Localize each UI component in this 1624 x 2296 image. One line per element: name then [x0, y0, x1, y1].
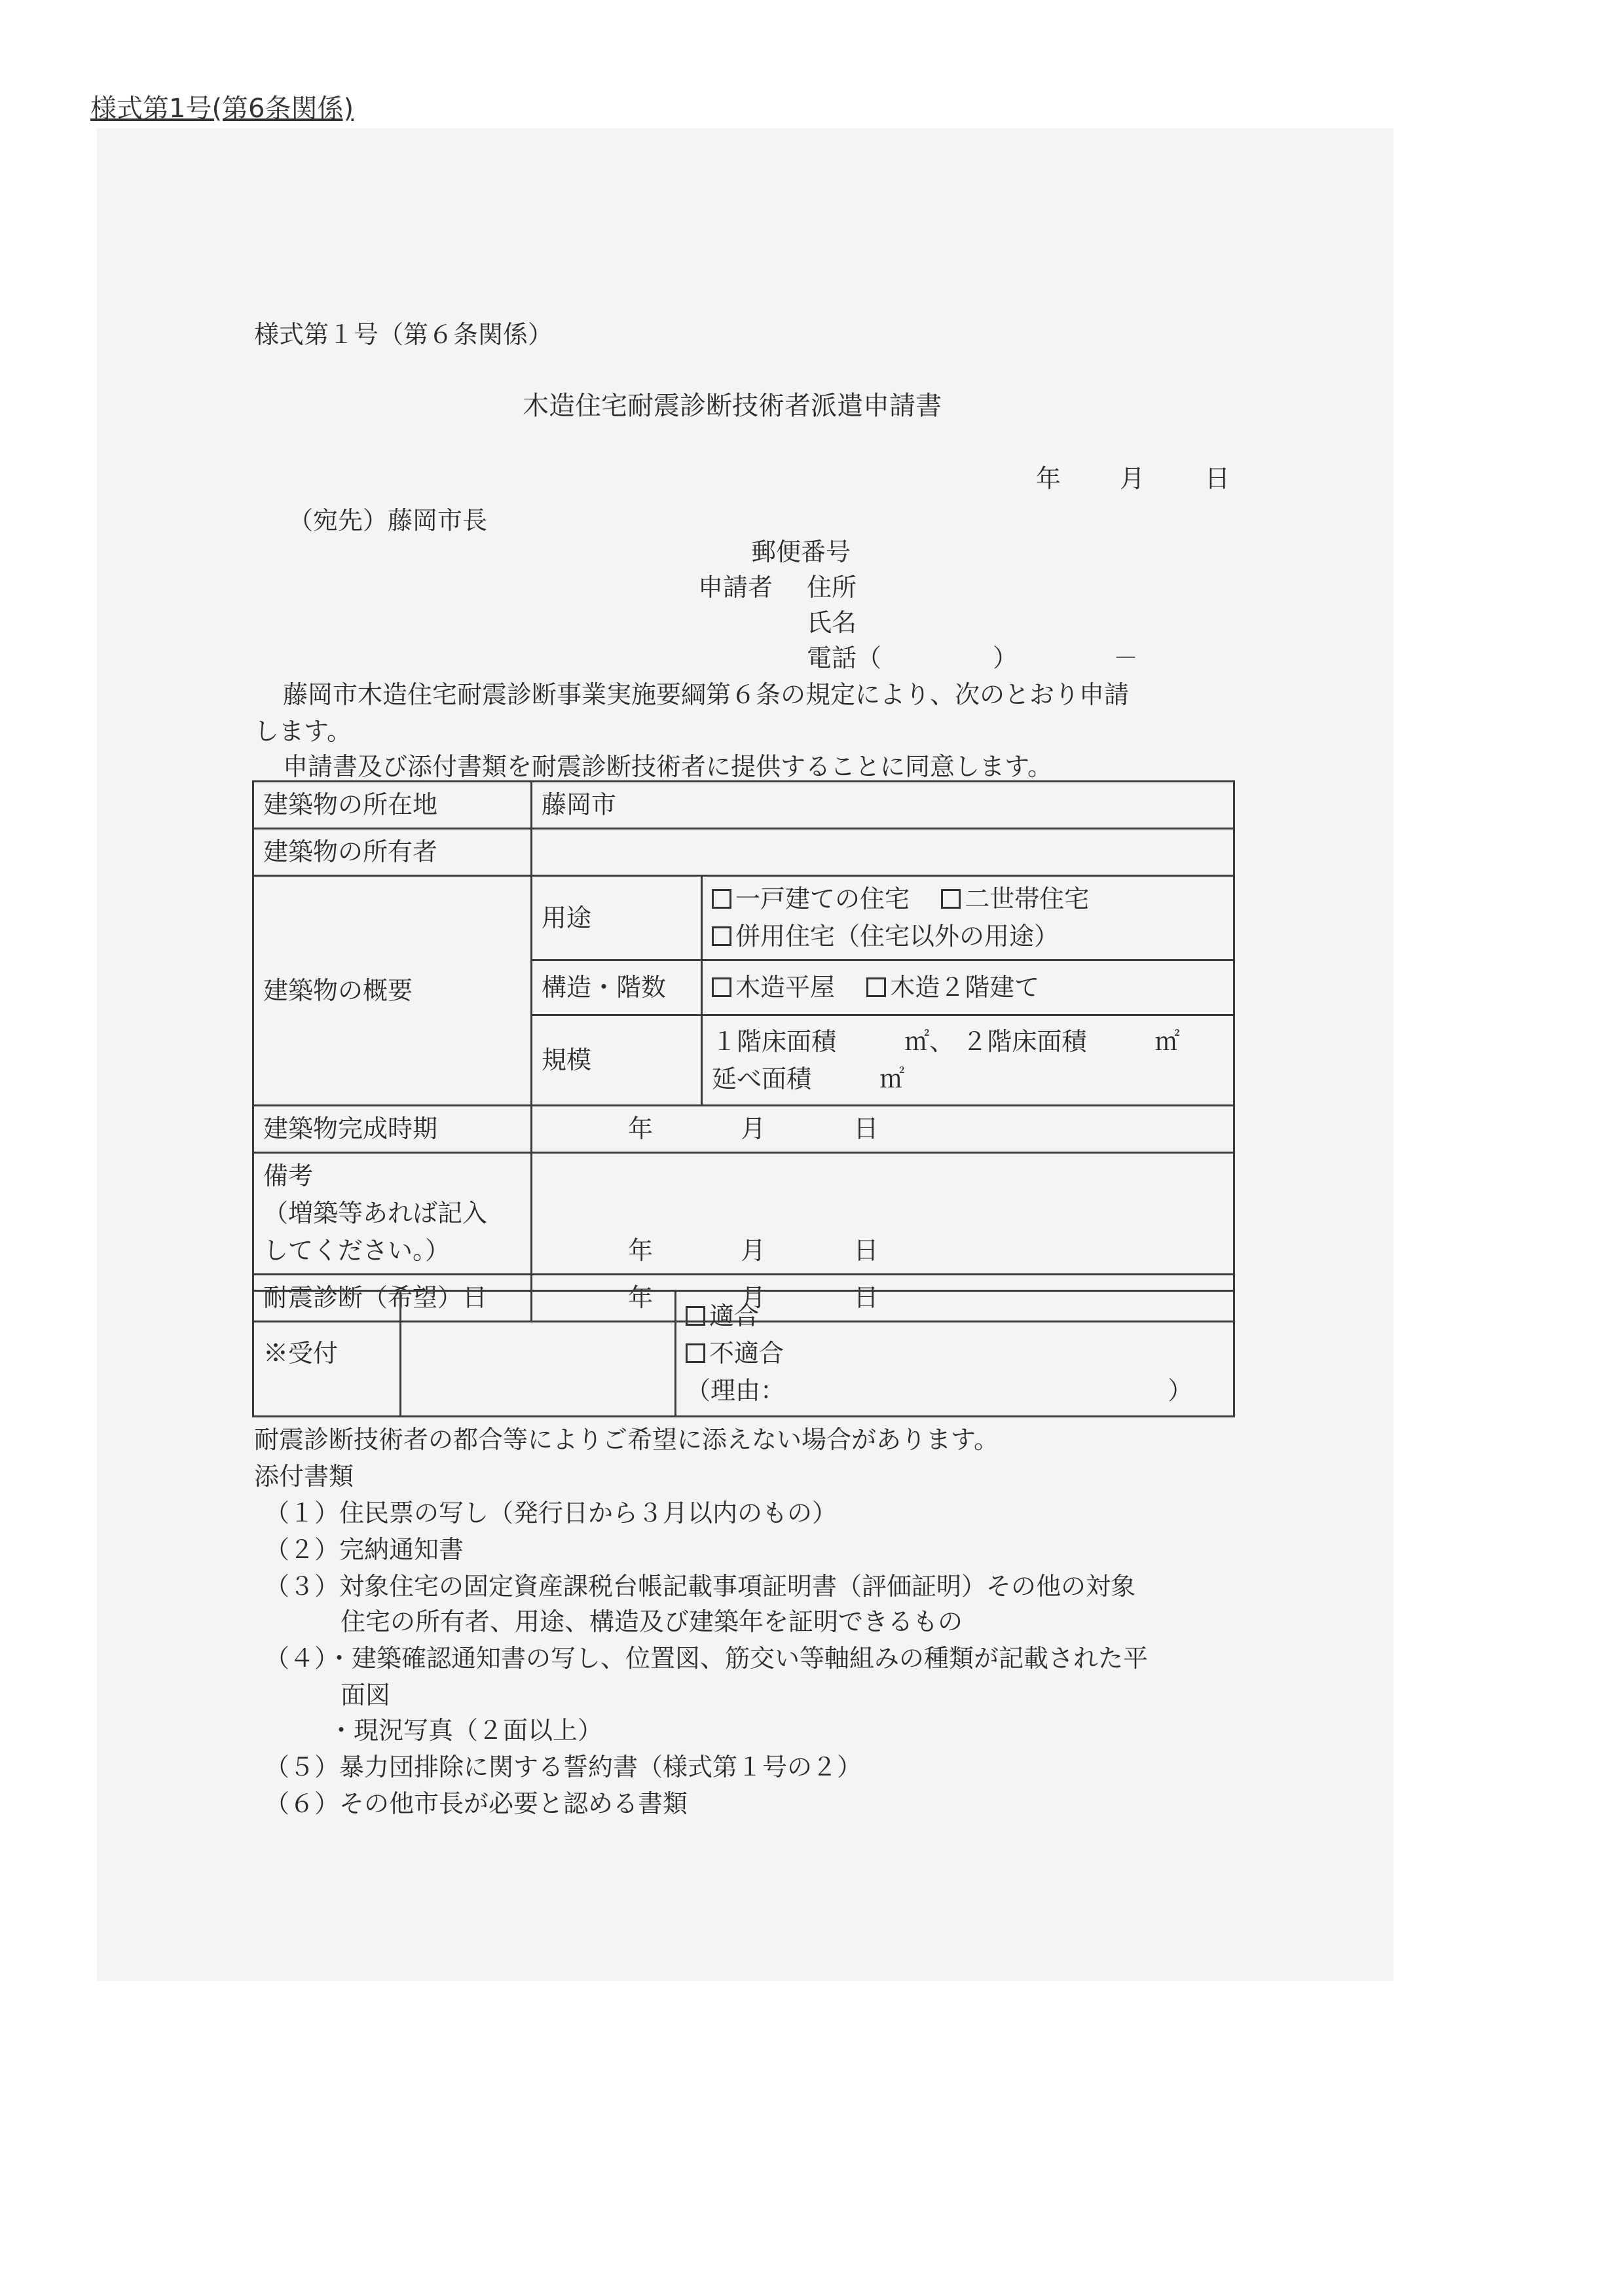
checkbox-two-story[interactable] [866, 977, 886, 997]
use-option-mixed-use: 併用住宅（住宅以外の用途） [735, 922, 1060, 951]
remarks-month: 月 [741, 1236, 766, 1265]
use-options [702, 876, 1234, 960]
intro-line-2: します。 [254, 717, 352, 746]
overview-label: 建築物の概要 [253, 876, 532, 1106]
attachment-item-6: （６）その他市長が必要と認める書類 [265, 1789, 688, 1818]
table-row-remarks [253, 1153, 1234, 1275]
owner-label: 建築物の所有者 [253, 829, 532, 876]
result-compliant: 適合 [709, 1302, 760, 1330]
checkbox-mixed-use[interactable] [712, 926, 731, 946]
diagnosis-month: 月 [741, 1283, 766, 1312]
scale-label: 規模 [532, 1015, 702, 1106]
total-area-label: 延べ面積 [712, 1064, 812, 1093]
attachment-item-5: （５）暴力団排除に関する誓約書（様式第１号の２） [265, 1753, 862, 1781]
structure-label: 構造・階数 [532, 960, 702, 1015]
outer-form-caption: 様式第1号(第6条関係) [90, 94, 354, 124]
result-noncompliant: 不適合 [709, 1339, 784, 1368]
remarks-year: 年 [628, 1236, 654, 1265]
remarks-label-line-3: してください。） [263, 1236, 451, 1265]
location-value[interactable]: 藤岡市 [532, 782, 1234, 829]
structure-option-one-story: 木造平屋 [735, 973, 836, 1002]
attachment-item-1: （１）住民票の写し（発行日から３月以内のもの） [265, 1499, 838, 1527]
application-table [252, 780, 1235, 1322]
date-year: 年 [1036, 464, 1061, 493]
form-caption: 様式第１号（第６条関係） [254, 320, 553, 349]
attachments-heading: 添付書類 [254, 1462, 354, 1491]
use-option-two-household: 二世帯住宅 [965, 884, 1090, 913]
remarks-label [253, 1153, 532, 1275]
address-label: 住所 [807, 573, 857, 602]
completion-year: 年 [628, 1114, 654, 1143]
owner-value[interactable] [532, 829, 1234, 876]
consent-statement: 申請書及び添付書類を耐震診断技術者に提供することに同意します。 [283, 752, 1052, 781]
reason-open: （理由： [686, 1376, 786, 1405]
remarks-label-line-2: （増築等あれば記入 [263, 1199, 488, 1228]
table-row-completion [253, 1106, 1234, 1153]
completion-day: 日 [853, 1114, 879, 1143]
structure-options [702, 960, 1234, 1015]
diagnosis-day: 日 [853, 1283, 879, 1312]
attachment-item-4: （４）・建築確認通知書の写し、位置図、筋交い等軸組みの種類が記載された平 [265, 1644, 1149, 1673]
table-row-owner [253, 829, 1234, 876]
receipt-result [676, 1291, 1234, 1417]
table-row-location [253, 782, 1234, 829]
reason-close: ） [1168, 1376, 1193, 1405]
attachment-item-2: （２）完納通知書 [265, 1535, 464, 1564]
scale-values [702, 1015, 1234, 1106]
intro-line-1: 藤岡市木造住宅耐震診断事業実施要綱第６条の規定により、次のとおり申請 [283, 680, 1130, 709]
completion-date[interactable] [532, 1106, 1234, 1153]
floor2-area-unit: ㎡ [1154, 1027, 1180, 1056]
checkbox-two-household[interactable] [941, 889, 961, 909]
floor2-area-label: ２階床面積 [962, 1027, 1087, 1056]
postal-code-label: 郵便番号 [751, 538, 851, 566]
completion-label: 建築物完成時期 [253, 1106, 532, 1153]
diagnosis-year: 年 [628, 1283, 654, 1312]
checkbox-single-house[interactable] [712, 889, 731, 909]
form-title: 木造住宅耐震診断技術者派遣申請書 [523, 391, 942, 421]
structure-option-two-story: 木造２階建て [890, 973, 1040, 1002]
receipt-stamp-area[interactable] [401, 1291, 676, 1417]
table-row-use [253, 876, 1234, 960]
applicant-label: 申請者 [698, 573, 773, 602]
remarks-label-line-1: 備考 [263, 1161, 314, 1190]
phone-dash: － [1113, 644, 1139, 672]
attachment-item-3-cont: 住宅の所有者、用途、構造及び建築年を証明できるもの [341, 1607, 963, 1636]
table-row-receipt [253, 1291, 1234, 1417]
receipt-table [252, 1290, 1235, 1417]
attachment-item-3: （３）対象住宅の固定資産課税台帳記載事項証明書（評価証明）その他の対象 [265, 1572, 1136, 1601]
availability-note: 耐震診断技術者の都合等によりご希望に添えない場合があります。 [254, 1425, 999, 1454]
remarks-day: 日 [853, 1236, 879, 1265]
phone-close-paren: ） [993, 644, 1018, 672]
remarks-value[interactable] [532, 1153, 1234, 1275]
floor1-area-label: １階床面積 [712, 1027, 837, 1056]
receipt-label: ※受付 [253, 1291, 401, 1417]
checkbox-one-story[interactable] [712, 977, 731, 997]
phone-label: 電話（ [807, 644, 882, 672]
use-label: 用途 [532, 876, 702, 960]
total-area-unit: ㎡ [879, 1064, 905, 1093]
checkbox-compliant[interactable] [686, 1306, 705, 1326]
floor1-area-unit: ㎡、 [904, 1027, 955, 1056]
attachment-item-4-cont: 面図 [341, 1681, 391, 1709]
date-month: 月 [1120, 464, 1145, 493]
checkbox-noncompliant[interactable] [686, 1343, 705, 1363]
location-label: 建築物の所在地 [253, 782, 532, 829]
addressee: （宛先）藤岡市長 [288, 506, 488, 535]
completion-month: 月 [741, 1114, 766, 1143]
name-label: 氏名 [807, 608, 857, 637]
date-day: 日 [1205, 464, 1230, 493]
attachment-item-4-photo: ・現況写真（２面以上） [329, 1716, 603, 1745]
diagnosis-label: 耐震診断（希望）日 [253, 1275, 532, 1322]
use-option-single-house: 一戸建ての住宅 [735, 884, 910, 913]
